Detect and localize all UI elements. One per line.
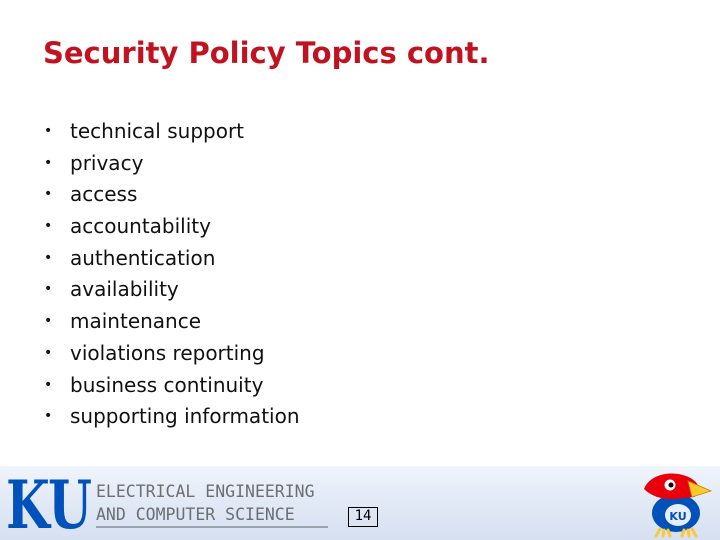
page-number: 14	[348, 507, 378, 527]
department-name	[96, 480, 315, 526]
list-item-text: authentication	[70, 245, 216, 270]
svg-text:KU: KU	[6, 466, 92, 540]
list-item-text: availability	[70, 277, 179, 302]
bullet-icon: •	[44, 344, 53, 361]
list-item-text: supporting information	[70, 404, 300, 429]
department-line-1: ELECTRICAL ENGINEERING	[96, 482, 315, 501]
bullet-icon: •	[44, 313, 53, 330]
list-item-text: technical support	[70, 119, 245, 143]
bullet-icon: •	[44, 154, 53, 171]
list-item-text: business continuity	[70, 372, 264, 397]
list-item-text: violations reporting	[70, 340, 265, 365]
list-item-text: access	[70, 182, 138, 207]
bullet-icon: •	[44, 249, 53, 266]
bullet-icon: •	[44, 281, 53, 298]
ku-logo	[4, 466, 94, 540]
department-line-2: AND COMPUTER SCIENCE	[96, 505, 295, 524]
list-item-text: accountability	[70, 214, 211, 239]
jayhawk-mascot-icon	[636, 467, 716, 537]
slide-title: Security Policy Topics cont.	[43, 36, 490, 70]
bullet-icon: •	[44, 408, 53, 425]
bullet-icon: •	[44, 123, 53, 139]
bullet-icon: •	[44, 376, 53, 393]
mascot-text: KU	[669, 510, 687, 523]
list-item-text: maintenance	[70, 309, 202, 334]
bullet-icon: •	[44, 186, 53, 203]
bullet-icon: •	[44, 218, 53, 235]
list-item-text: privacy	[70, 150, 144, 175]
department-underline	[96, 526, 328, 528]
